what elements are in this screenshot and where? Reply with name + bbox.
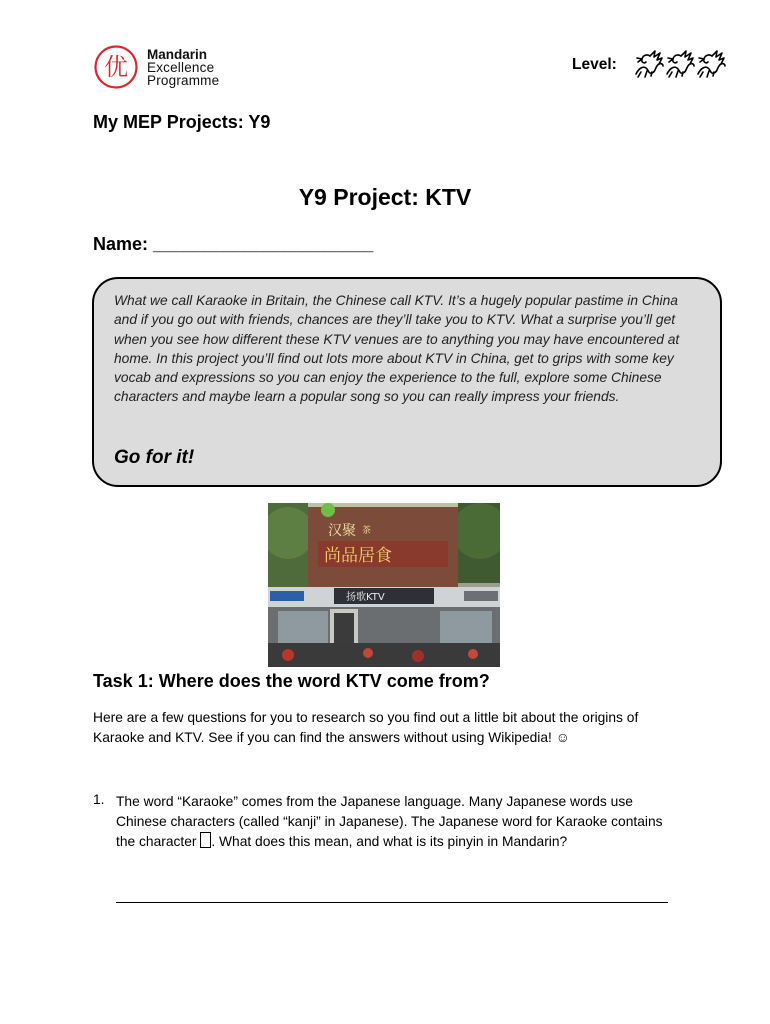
task-1-title: Task 1: Where does the word KTV come from?	[93, 671, 490, 691]
task-1-intro: Here are a few questions for you to research so you find out a little bit about the origins of Karaoke and KTV. See if you can find the answers without using Wikipedia! ☺	[93, 710, 639, 745]
answer-line[interactable]	[116, 902, 668, 903]
mep-projects-title: My MEP Projects: Y9	[93, 112, 271, 132]
photo-sign-main: 尚品居食	[324, 546, 392, 566]
question-text-before: The word “Karaoke” comes from the Japanese language. Many Japanese words use Chinese characters (called “kanji” in Japanese). The Japanese word for Karaoke contains the character	[116, 794, 663, 849]
level-label: Level:	[572, 56, 617, 73]
mep-logo-icon	[93, 44, 139, 90]
logo-line-3: Programme	[147, 73, 220, 88]
question-text-after: . What does this mean, and what is its pinyin in Mandarin?	[211, 834, 568, 849]
name-field-row	[93, 234, 373, 255]
logo-glyph: 优	[104, 53, 128, 81]
question-text	[116, 792, 680, 852]
name-label: Name:	[93, 234, 149, 254]
intro-paragraph: What we call Karaoke in Britain, the Chinese call KTV. It’s a hugely popular pastime in China and if you go out with friends, chances are they’ll take you to KTV. What a surprise you’ll get when you see how different these KTV venues are to anything you may have encountered at home. In this project you’ll find out lots more about KTV in China, get to grips with some key vocab and expressions so you can enjoy the experience to the full, explore some Chinese characters and maybe learn a popular song so you can really impress your friends.	[114, 293, 680, 405]
missing-character-glyph	[200, 832, 211, 848]
name-blank-line[interactable]: ______________________	[153, 234, 374, 254]
logo-wordmark	[147, 48, 219, 87]
go-for-it-text: Go for it!	[114, 447, 195, 468]
ktv-venue-photo	[268, 503, 500, 667]
question-number: 1.	[93, 792, 105, 807]
photo-sign-upper: 汉聚	[328, 523, 356, 539]
photo-sign-upper-small: 茶	[362, 526, 372, 536]
logo-line-1: Mandarin	[147, 47, 208, 62]
photo-sign-ktv: 扬歌KTV	[346, 592, 385, 603]
project-title: Y9 Project: KTV	[298, 184, 472, 210]
logo-line-2: Excellence	[147, 60, 215, 75]
level-dragons-icon	[633, 46, 729, 82]
